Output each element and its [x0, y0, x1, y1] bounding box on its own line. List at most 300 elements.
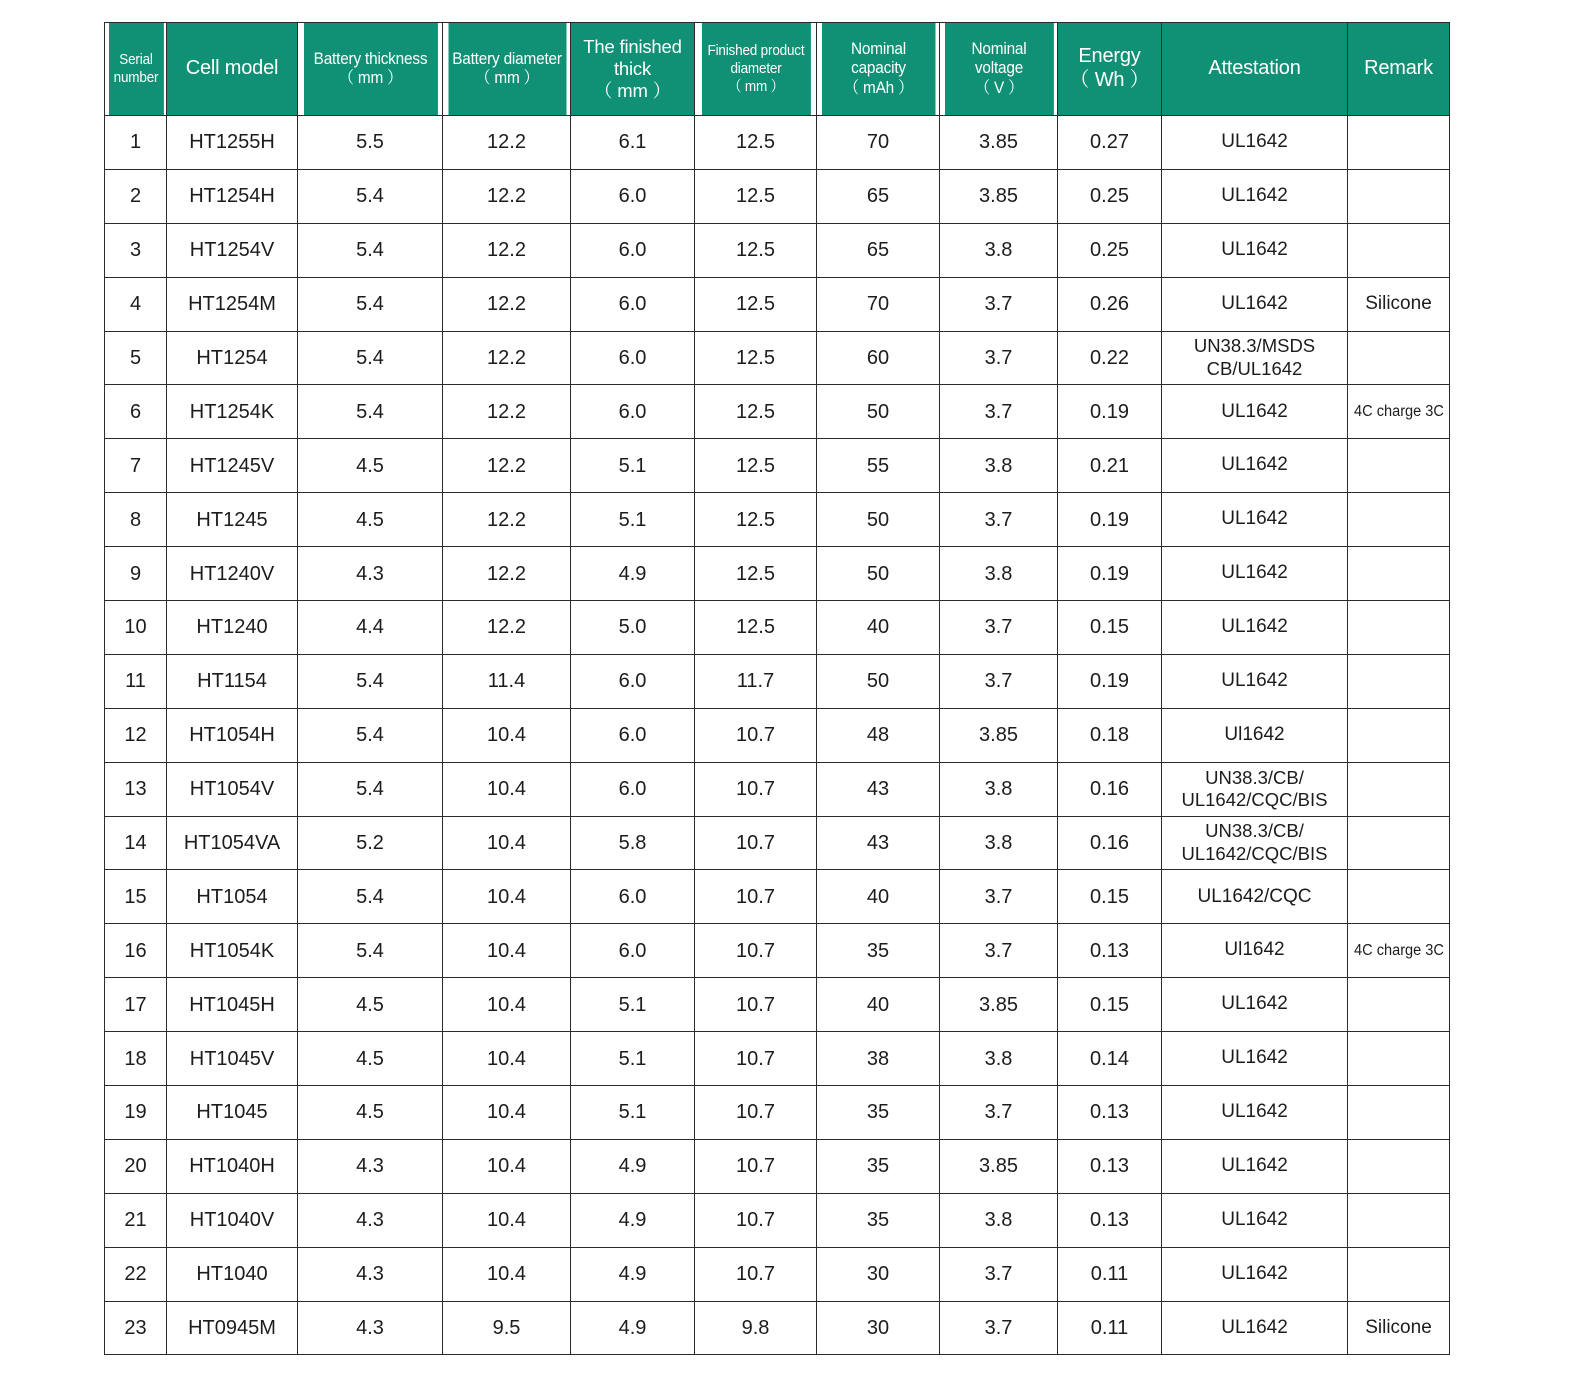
table-row[interactable]	[105, 1032, 1450, 1086]
cell-cap: 65	[817, 223, 940, 277]
cell-attest: Ul1642	[1162, 924, 1348, 978]
cell-energy: 0.15	[1058, 870, 1162, 924]
cell-fthick: 6.0	[571, 277, 695, 331]
cell-cap: 40	[817, 978, 940, 1032]
cell-model: HT1154	[167, 654, 298, 708]
cell-fthick: 4.9	[571, 1301, 695, 1355]
cell-bdia: 10.4	[443, 1247, 571, 1301]
column-header-fthick[interactable]	[571, 23, 695, 116]
cell-bdia: 12.2	[443, 331, 571, 385]
column-header-energy-line1: Energy	[1078, 45, 1141, 68]
table-row[interactable]	[105, 385, 1450, 439]
cell-model: HT1254V	[167, 223, 298, 277]
cell-fdia: 12.5	[695, 385, 817, 439]
table-row[interactable]	[105, 1247, 1450, 1301]
column-header-fthick-line1: The finished	[583, 36, 682, 58]
column-header-fthick-line2: thick	[613, 58, 652, 80]
cell-energy: 0.18	[1058, 708, 1162, 762]
cell-model: HT1254K	[167, 385, 298, 439]
cell-serial: 6	[105, 385, 167, 439]
cell-attest: UL1642	[1162, 1086, 1348, 1140]
cell-cap: 55	[817, 439, 940, 493]
cell-cap: 70	[817, 277, 940, 331]
cell-serial: 18	[105, 1032, 167, 1086]
cell-attest: UL1642	[1162, 654, 1348, 708]
table-row[interactable]	[105, 978, 1450, 1032]
cell-attest: UL1642	[1162, 169, 1348, 223]
cell-fthick: 4.9	[571, 1139, 695, 1193]
cell-attest: UL1642	[1162, 978, 1348, 1032]
cell-model: HT0945M	[167, 1301, 298, 1355]
cell-serial: 11	[105, 654, 167, 708]
cell-attest	[1162, 816, 1348, 870]
cell-bdia: 12.2	[443, 547, 571, 601]
text-line: UN38.3/CB/	[1205, 820, 1304, 842]
cell-bthick: 4.5	[298, 439, 443, 493]
cell-bdia: 12.2	[443, 116, 571, 170]
column-header-energy[interactable]	[1058, 23, 1162, 116]
text-line: UL1642/CQC/BIS	[1181, 843, 1328, 865]
cell-fthick: 6.0	[571, 385, 695, 439]
cell-attest: UL1642	[1162, 1032, 1348, 1086]
cell-fdia: 12.5	[695, 277, 817, 331]
cell-serial: 14	[105, 816, 167, 870]
cell-bthick: 5.4	[298, 870, 443, 924]
cell-fthick: 6.0	[571, 870, 695, 924]
cell-volt: 3.7	[940, 493, 1058, 547]
cell-bthick: 4.3	[298, 1247, 443, 1301]
cell-energy: 0.15	[1058, 978, 1162, 1032]
cell-remark: 4C charge 3C	[1351, 385, 1447, 439]
cell-fdia: 12.5	[695, 116, 817, 170]
column-header-bthick[interactable]	[303, 23, 438, 116]
cell-fthick: 4.9	[571, 1247, 695, 1301]
cell-fthick: 5.1	[571, 439, 695, 493]
battery-spec-table	[104, 22, 1450, 1355]
cell-serial: 12	[105, 708, 167, 762]
column-header-model[interactable]	[167, 23, 298, 116]
cell-bthick: 5.4	[298, 708, 443, 762]
cell-attest: UL1642	[1162, 547, 1348, 601]
cell-fdia: 9.8	[695, 1301, 817, 1355]
cell-energy: 0.19	[1058, 493, 1162, 547]
cell-energy: 0.22	[1058, 331, 1162, 385]
cell-remark	[1348, 116, 1450, 170]
cell-cap: 50	[817, 493, 940, 547]
cell-bdia: 12.2	[443, 601, 571, 655]
cell-remark	[1348, 601, 1450, 655]
cell-fdia: 10.7	[695, 1193, 817, 1247]
cell-bdia: 12.2	[443, 493, 571, 547]
table-row[interactable]	[105, 924, 1450, 978]
cell-serial: 8	[105, 493, 167, 547]
cell-bthick: 4.4	[298, 601, 443, 655]
cell-energy: 0.19	[1058, 385, 1162, 439]
cell-bdia: 12.2	[443, 385, 571, 439]
cell-bthick: 5.4	[298, 277, 443, 331]
column-header-fthick-line3: （ mm ）	[594, 79, 671, 101]
cell-fthick: 5.1	[571, 1032, 695, 1086]
cell-fdia: 12.5	[695, 169, 817, 223]
cell-energy: 0.27	[1058, 116, 1162, 170]
cell-volt: 3.8	[940, 762, 1058, 816]
cell-model: HT1245V	[167, 439, 298, 493]
table-row[interactable]	[105, 223, 1450, 277]
column-header-fdia-line2: diameter	[729, 60, 782, 78]
cell-serial: 23	[105, 1301, 167, 1355]
cell-fdia: 10.7	[695, 978, 817, 1032]
cell-remark	[1348, 870, 1450, 924]
cell-bdia: 12.2	[443, 277, 571, 331]
text-line: UN38.3/MSDS	[1193, 335, 1316, 357]
cell-attest: UL1642	[1162, 116, 1348, 170]
cell-cap: 30	[817, 1301, 940, 1355]
cell-remark	[1348, 439, 1450, 493]
column-header-cap-line2: （ mAh ）	[843, 78, 913, 97]
cell-fdia: 10.7	[695, 816, 817, 870]
cell-cap: 35	[817, 924, 940, 978]
cell-bdia: 12.2	[443, 169, 571, 223]
column-header-cap-line1: Nominal capacity	[850, 39, 906, 78]
cell-serial: 21	[105, 1193, 167, 1247]
column-header-volt-line1: Nominal voltage	[971, 39, 1026, 78]
cell-energy: 0.25	[1058, 169, 1162, 223]
cell-bthick: 5.4	[298, 331, 443, 385]
cell-cap: 30	[817, 1247, 940, 1301]
cell-energy: 0.13	[1058, 1139, 1162, 1193]
table-row[interactable]	[105, 277, 1450, 331]
cell-remark	[1348, 1193, 1450, 1247]
cell-attest: UL1642	[1162, 601, 1348, 655]
cell-serial: 5	[105, 331, 167, 385]
cell-fdia: 10.7	[695, 1139, 817, 1193]
cell-remark: Silicone	[1348, 1301, 1450, 1355]
column-header-model-line1: Cell model	[185, 57, 279, 80]
cell-model: HT1240	[167, 601, 298, 655]
cell-attest: Ul1642	[1162, 708, 1348, 762]
cell-attest: UL1642	[1162, 1247, 1348, 1301]
cell-volt: 3.7	[940, 924, 1058, 978]
cell-fthick: 5.0	[571, 601, 695, 655]
cell-serial: 10	[105, 601, 167, 655]
cell-volt: 3.8	[940, 439, 1058, 493]
cell-fthick: 5.1	[571, 493, 695, 547]
cell-bdia: 12.2	[443, 439, 571, 493]
cell-volt: 3.8	[940, 816, 1058, 870]
cell-cap: 50	[817, 385, 940, 439]
cell-model: HT1040H	[167, 1139, 298, 1193]
cell-bthick: 5.4	[298, 924, 443, 978]
cell-remark	[1348, 493, 1450, 547]
cell-bthick: 4.3	[298, 1193, 443, 1247]
cell-energy: 0.11	[1058, 1247, 1162, 1301]
cell-volt: 3.7	[940, 654, 1058, 708]
cell-fthick: 5.8	[571, 816, 695, 870]
column-header-bdia-line1: Battery diameter	[451, 49, 562, 68]
cell-attest: UL1642	[1162, 223, 1348, 277]
cell-attest: UL1642/CQC	[1162, 870, 1348, 924]
cell-remark	[1348, 169, 1450, 223]
cell-fdia: 12.5	[695, 331, 817, 385]
column-header-bdia[interactable]	[447, 23, 566, 116]
cell-cap: 35	[817, 1193, 940, 1247]
cell-cap: 50	[817, 654, 940, 708]
cell-bthick: 4.3	[298, 1301, 443, 1355]
column-header-volt[interactable]	[944, 23, 1054, 116]
header-row	[105, 23, 1450, 116]
table-row[interactable]	[105, 1139, 1450, 1193]
cell-bthick: 5.4	[298, 169, 443, 223]
cell-model: HT1254H	[167, 169, 298, 223]
cell-energy: 0.13	[1058, 924, 1162, 978]
cell-volt: 3.85	[940, 978, 1058, 1032]
cell-serial: 7	[105, 439, 167, 493]
cell-fthick: 6.0	[571, 331, 695, 385]
table-row[interactable]	[105, 493, 1450, 547]
cell-bdia: 10.4	[443, 708, 571, 762]
cell-fthick: 5.1	[571, 978, 695, 1032]
cell-bdia: 10.4	[443, 816, 571, 870]
cell-energy: 0.19	[1058, 654, 1162, 708]
cell-bdia: 10.4	[443, 1139, 571, 1193]
table-row[interactable]	[105, 1301, 1450, 1355]
cell-serial: 17	[105, 978, 167, 1032]
column-header-fdia[interactable]	[701, 23, 811, 116]
column-header-energy-line2: （ Wh ）	[1069, 69, 1150, 91]
cell-bdia: 10.4	[443, 1086, 571, 1140]
cell-volt: 3.7	[940, 1247, 1058, 1301]
cell-volt: 3.8	[940, 223, 1058, 277]
cell-remark: 4C charge 3C	[1351, 924, 1447, 978]
cell-cap: 38	[817, 1032, 940, 1086]
cell-serial: 9	[105, 547, 167, 601]
cell-model: HT1040V	[167, 1193, 298, 1247]
cell-volt: 3.7	[940, 1301, 1058, 1355]
cell-bdia: 10.4	[443, 924, 571, 978]
cell-serial: 19	[105, 1086, 167, 1140]
table-row[interactable]	[105, 169, 1450, 223]
column-header-fdia-line1: Finished product	[707, 42, 804, 60]
cell-model: HT1045H	[167, 978, 298, 1032]
cell-remark	[1348, 978, 1450, 1032]
cell-remark	[1348, 1086, 1450, 1140]
cell-attest	[1162, 762, 1348, 816]
column-header-volt-line2: （ V ）	[974, 78, 1023, 97]
cell-model: HT1054H	[167, 708, 298, 762]
column-header-bdia-line2: （ mm ）	[474, 69, 539, 87]
cell-energy: 0.16	[1058, 816, 1162, 870]
cell-fdia: 11.7	[695, 654, 817, 708]
cell-fthick: 6.0	[571, 223, 695, 277]
cell-cap: 48	[817, 708, 940, 762]
cell-volt: 3.85	[940, 116, 1058, 170]
cell-volt: 3.7	[940, 1086, 1058, 1140]
table-row[interactable]	[105, 331, 1450, 385]
cell-cap: 43	[817, 762, 940, 816]
cell-bdia: 10.4	[443, 978, 571, 1032]
cell-energy: 0.25	[1058, 223, 1162, 277]
table-row[interactable]	[105, 1086, 1450, 1140]
cell-fthick: 4.9	[571, 547, 695, 601]
cell-fdia: 10.7	[695, 924, 817, 978]
cell-volt: 3.8	[940, 1193, 1058, 1247]
cell-bthick: 4.5	[298, 978, 443, 1032]
cell-volt: 3.85	[940, 1139, 1058, 1193]
cell-bthick: 4.3	[298, 1139, 443, 1193]
cell-fthick: 6.0	[571, 708, 695, 762]
cell-energy: 0.11	[1058, 1301, 1162, 1355]
cell-serial: 4	[105, 277, 167, 331]
cell-energy: 0.16	[1058, 762, 1162, 816]
cell-bthick: 4.5	[298, 1086, 443, 1140]
cell-remark	[1348, 816, 1450, 870]
cell-cap: 70	[817, 116, 940, 170]
cell-energy: 0.26	[1058, 277, 1162, 331]
column-header-bthick-line2: （ mm ）	[338, 69, 402, 87]
cell-fdia: 12.5	[695, 223, 817, 277]
text-line: CB/UL1642	[1206, 358, 1303, 379]
cell-model: HT1040	[167, 1247, 298, 1301]
cell-model: HT1045	[167, 1086, 298, 1140]
cell-model: HT1245	[167, 493, 298, 547]
table-row[interactable]	[105, 547, 1450, 601]
cell-remark: Silicone	[1348, 277, 1450, 331]
column-header-attest-line1: Attestation	[1208, 57, 1301, 80]
cell-fthick: 6.1	[571, 116, 695, 170]
cell-model: HT1054V	[167, 762, 298, 816]
table-row[interactable]	[105, 870, 1450, 924]
cell-serial: 13	[105, 762, 167, 816]
cell-bthick: 5.5	[298, 116, 443, 170]
cell-energy: 0.19	[1058, 547, 1162, 601]
cell-bthick: 5.4	[298, 762, 443, 816]
cell-remark	[1348, 654, 1450, 708]
cell-bthick: 5.4	[298, 223, 443, 277]
cell-volt: 3.7	[940, 277, 1058, 331]
column-header-serial-line1: Serial	[118, 51, 153, 69]
table-row[interactable]	[105, 1193, 1450, 1247]
column-header-serial-line2: number	[113, 69, 158, 86]
cell-serial: 3	[105, 223, 167, 277]
column-header-attest[interactable]	[1162, 23, 1348, 116]
cell-cap: 65	[817, 169, 940, 223]
cell-bthick: 4.5	[298, 493, 443, 547]
cell-remark	[1348, 223, 1450, 277]
table-row[interactable]	[105, 654, 1450, 708]
cell-fdia: 10.7	[695, 870, 817, 924]
cell-energy: 0.15	[1058, 601, 1162, 655]
cell-cap: 40	[817, 601, 940, 655]
cell-bthick: 5.2	[298, 816, 443, 870]
cell-fthick: 5.1	[571, 1086, 695, 1140]
cell-fdia: 12.5	[695, 547, 817, 601]
column-header-serial[interactable]	[108, 23, 164, 116]
cell-bthick: 5.4	[298, 385, 443, 439]
cell-remark	[1348, 1139, 1450, 1193]
cell-fthick: 6.0	[571, 762, 695, 816]
column-header-remark[interactable]	[1348, 23, 1450, 116]
cell-model: HT1254M	[167, 277, 298, 331]
cell-volt: 3.8	[940, 1032, 1058, 1086]
cell-serial: 1	[105, 116, 167, 170]
table-header	[105, 23, 1450, 116]
column-header-cap[interactable]	[821, 23, 935, 116]
column-header-bthick-line1: Battery thickness	[313, 49, 427, 68]
table-row[interactable]	[105, 762, 1450, 816]
column-header-fdia-line3: （ mm ）	[727, 77, 784, 95]
cell-serial: 20	[105, 1139, 167, 1193]
column-header-remark-line1: Remark	[1364, 57, 1433, 80]
cell-fthick: 6.0	[571, 169, 695, 223]
cell-model: HT1054K	[167, 924, 298, 978]
cell-attest	[1162, 331, 1348, 385]
cell-bthick: 4.3	[298, 547, 443, 601]
cell-fdia: 12.5	[695, 439, 817, 493]
cell-serial: 15	[105, 870, 167, 924]
text-line: UN38.3/CB/	[1205, 766, 1304, 788]
cell-remark	[1348, 1032, 1450, 1086]
cell-cap: 35	[817, 1086, 940, 1140]
cell-bthick: 4.5	[298, 1032, 443, 1086]
cell-volt: 3.7	[940, 331, 1058, 385]
cell-attest: UL1642	[1162, 385, 1348, 439]
cell-model: HT1240V	[167, 547, 298, 601]
cell-energy: 0.13	[1058, 1086, 1162, 1140]
cell-fthick: 6.0	[571, 924, 695, 978]
cell-model: HT1054VA	[167, 816, 298, 870]
cell-cap: 50	[817, 547, 940, 601]
cell-fdia: 10.7	[695, 1032, 817, 1086]
cell-fdia: 12.5	[695, 493, 817, 547]
cell-cap: 40	[817, 870, 940, 924]
cell-fthick: 4.9	[571, 1193, 695, 1247]
cell-volt: 3.7	[940, 870, 1058, 924]
table-row[interactable]	[105, 601, 1450, 655]
cell-remark	[1348, 547, 1450, 601]
table-row[interactable]	[105, 708, 1450, 762]
cell-attest: UL1642	[1162, 1139, 1348, 1193]
cell-remark	[1348, 762, 1450, 816]
cell-model: HT1045V	[167, 1032, 298, 1086]
cell-attest: UL1642	[1162, 439, 1348, 493]
cell-volt: 3.7	[940, 601, 1058, 655]
cell-remark	[1348, 331, 1450, 385]
cell-model: HT1255H	[167, 116, 298, 170]
cell-energy: 0.13	[1058, 1193, 1162, 1247]
table-row[interactable]	[105, 816, 1450, 870]
cell-fdia: 12.5	[695, 601, 817, 655]
cell-energy: 0.21	[1058, 439, 1162, 493]
cell-energy: 0.14	[1058, 1032, 1162, 1086]
cell-cap: 60	[817, 331, 940, 385]
cell-bdia: 12.2	[443, 223, 571, 277]
cell-fdia: 10.7	[695, 762, 817, 816]
table-row[interactable]	[105, 439, 1450, 493]
cell-bdia: 10.4	[443, 1032, 571, 1086]
cell-fdia: 10.7	[695, 1247, 817, 1301]
table-body	[105, 116, 1450, 1355]
cell-volt: 3.7	[940, 385, 1058, 439]
cell-fthick: 6.0	[571, 654, 695, 708]
cell-serial: 22	[105, 1247, 167, 1301]
cell-remark	[1348, 1247, 1450, 1301]
cell-bdia: 9.5	[443, 1301, 571, 1355]
cell-bdia: 10.4	[443, 870, 571, 924]
cell-volt: 3.85	[940, 169, 1058, 223]
cell-serial: 2	[105, 169, 167, 223]
table-row[interactable]	[105, 116, 1450, 170]
cell-attest: UL1642	[1162, 277, 1348, 331]
